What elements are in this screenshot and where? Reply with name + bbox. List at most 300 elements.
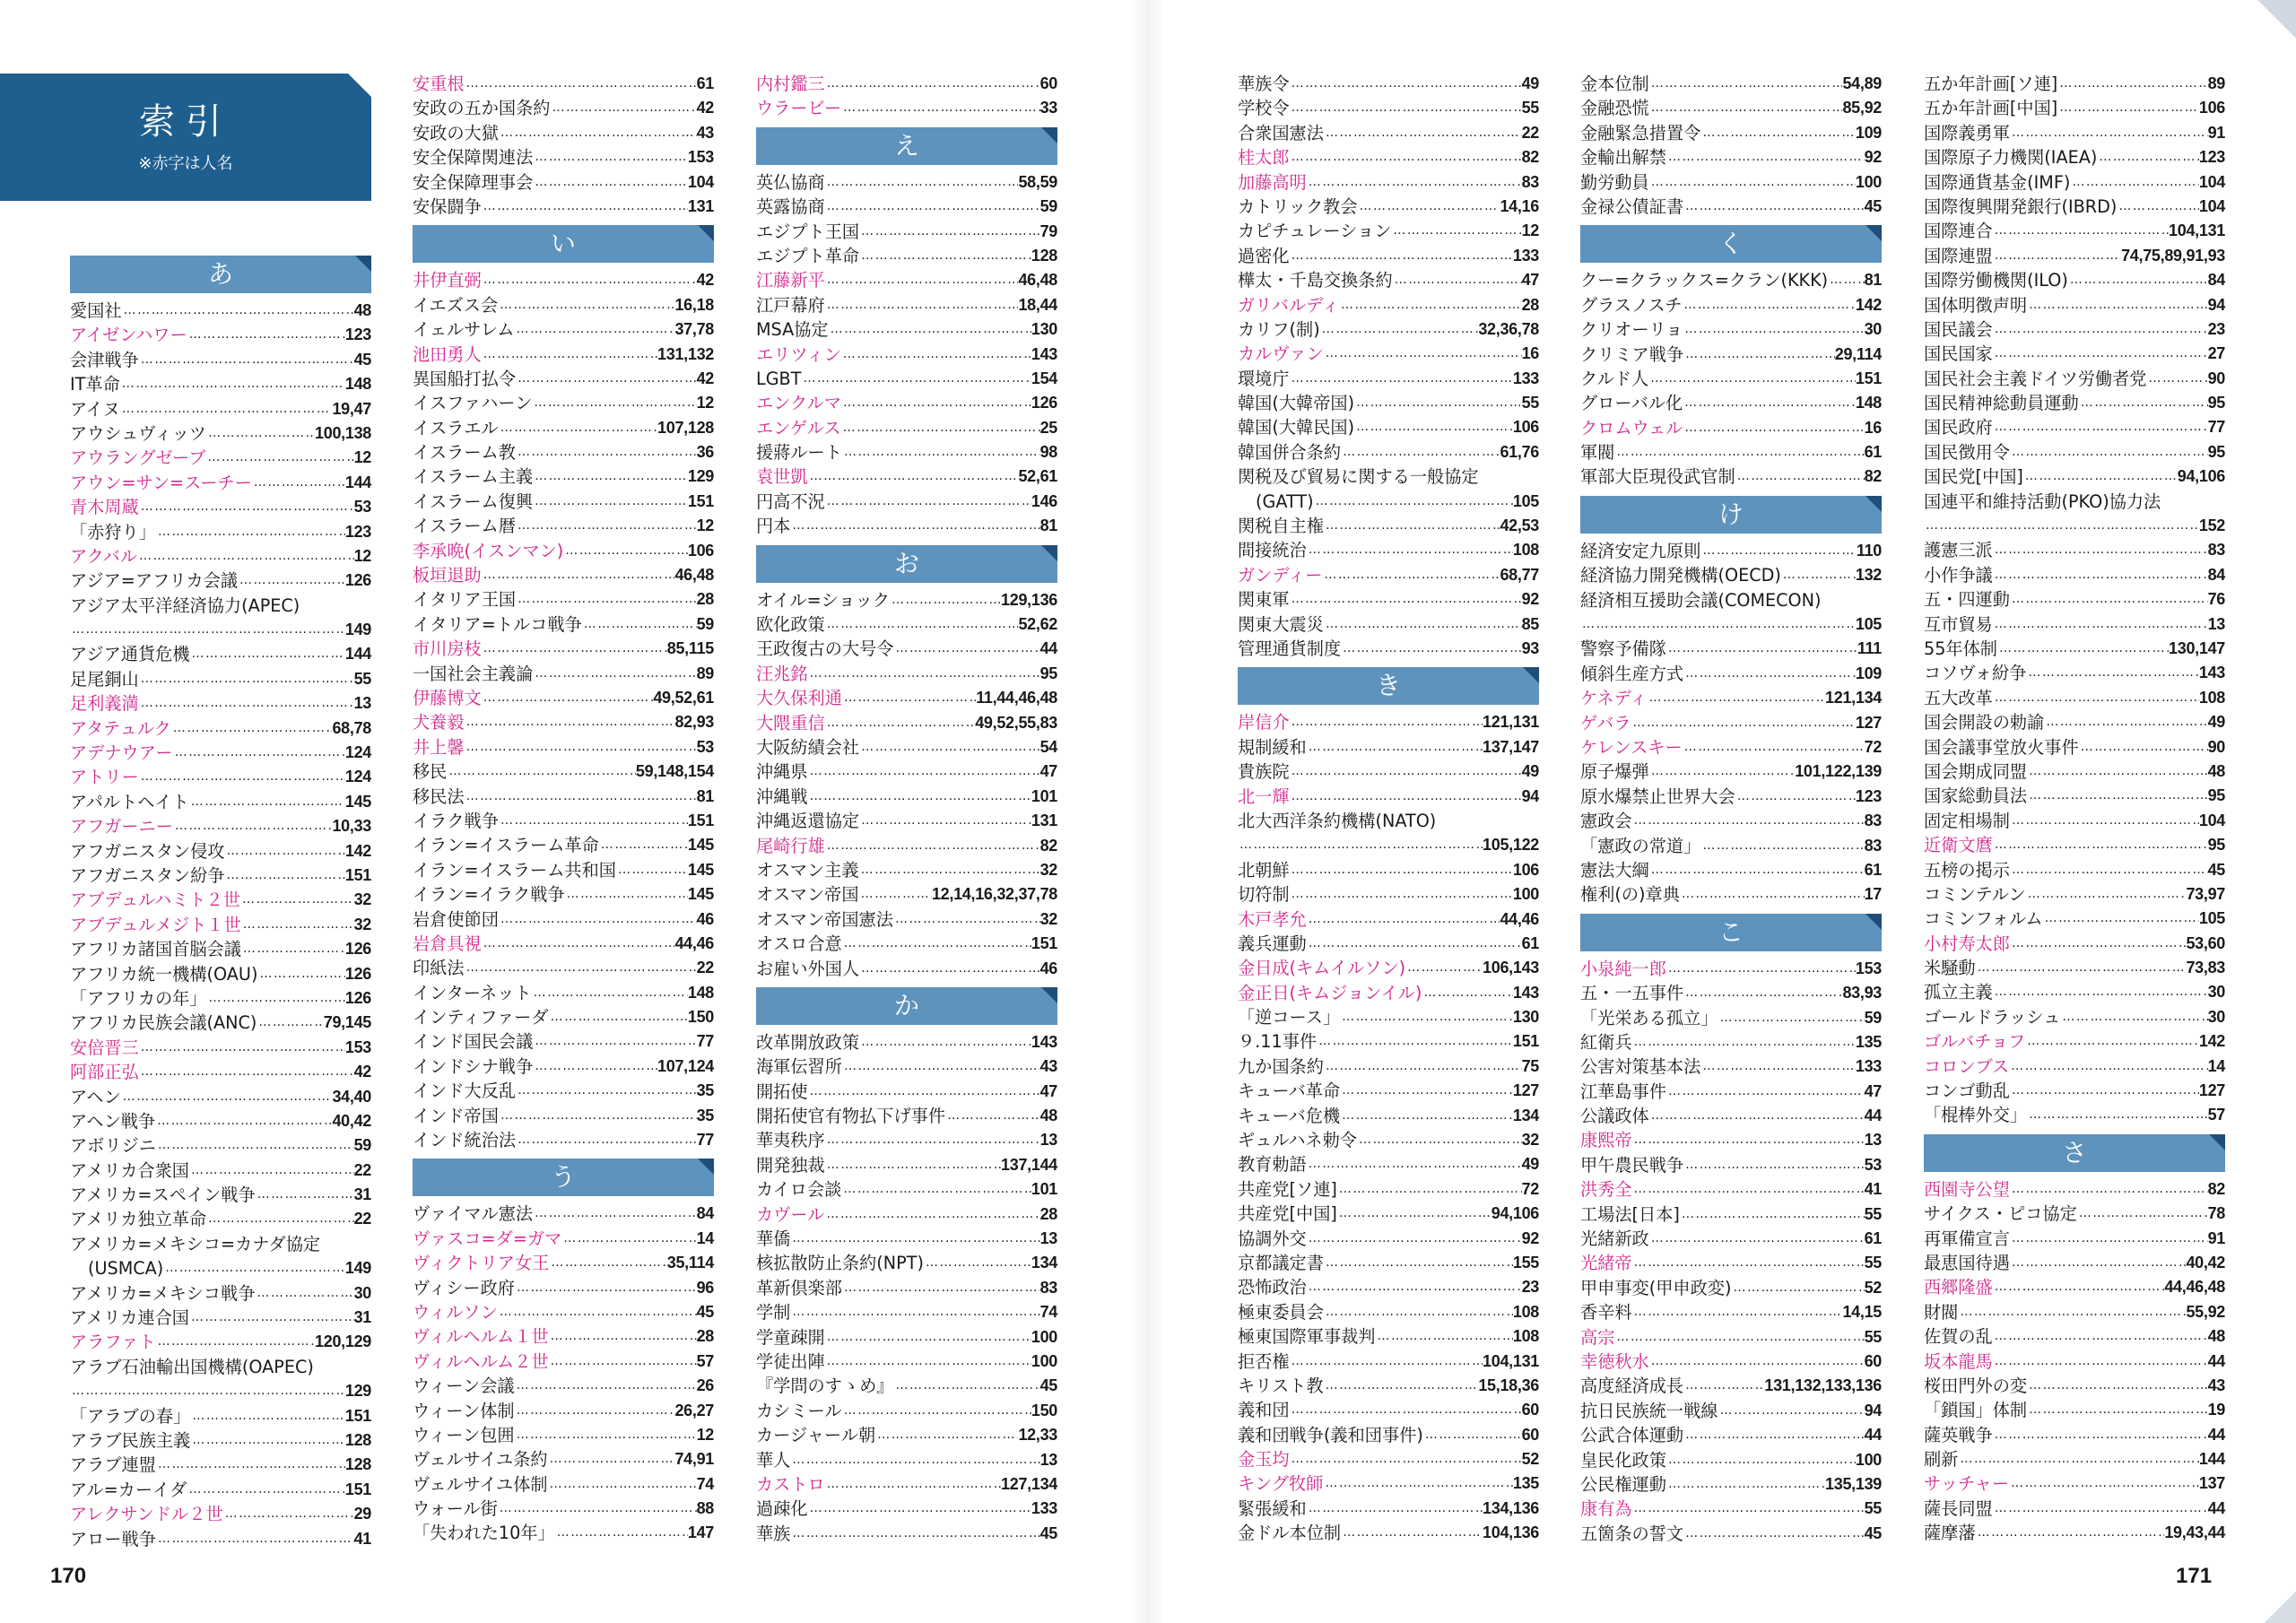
entry-pages: 137,147	[1483, 737, 1539, 756]
leader-dots	[241, 913, 354, 937]
leader-dots	[190, 1404, 345, 1428]
entry-pages: 73,83	[2186, 959, 2225, 977]
entry-term: アフガーニー	[70, 816, 173, 838]
leader-dots	[1339, 293, 1522, 317]
leader-dots	[2043, 907, 2199, 931]
entry-pages: 35,114	[666, 1254, 714, 1272]
index-column	[1924, 72, 2225, 1546]
index-entry	[756, 1128, 1057, 1152]
index-entry	[756, 1300, 1057, 1324]
leader-dots	[189, 1306, 354, 1330]
index-entry	[413, 1029, 714, 1054]
index-entry	[1924, 907, 2225, 931]
index-entry	[1924, 882, 2225, 907]
leader-dots	[1649, 72, 1843, 96]
index-entry	[1924, 563, 2225, 587]
entry-term: イスラーム主義	[413, 466, 534, 488]
entry-pages: 152	[2198, 516, 2225, 535]
leader-dots	[859, 735, 1039, 759]
leader-dots	[1307, 170, 1522, 195]
leader-dots	[533, 1202, 696, 1226]
entry-term: キリスト教	[1238, 1375, 1324, 1396]
leader-dots	[1718, 1399, 1865, 1423]
index-entry-person	[1924, 1275, 2225, 1299]
entry-pages: 155	[1512, 1253, 1539, 1271]
entry-pages: 100,138	[315, 423, 371, 442]
entry-pages: 30	[353, 1283, 371, 1302]
index-entry	[1580, 1276, 1882, 1300]
entry-term: アレクサンドル２世	[70, 1504, 223, 1525]
leader-dots	[859, 1030, 1031, 1055]
index-entry	[70, 986, 371, 1011]
entry-pages: 46	[1039, 959, 1057, 977]
entry-term: ヴィシー政府	[413, 1277, 515, 1298]
leader-dots	[156, 1453, 345, 1477]
entry-pages: 84	[2207, 565, 2225, 584]
index-entry-person	[1238, 907, 1539, 932]
index-entry	[1238, 391, 1539, 415]
index-entry	[1238, 1055, 1539, 1079]
leader-dots	[1340, 1104, 1513, 1128]
leader-dots	[163, 1256, 345, 1280]
index-entry	[1238, 1104, 1539, 1128]
entry-term: 安政の大獄	[413, 122, 499, 143]
entry-term: アイヌ	[70, 398, 120, 420]
entry-pages: 26,27	[674, 1401, 714, 1419]
index-entry-person	[70, 741, 371, 765]
index-entry-person	[1924, 1177, 2225, 1202]
entry-term: キング牧師	[1238, 1473, 1324, 1495]
leader-dots	[515, 1276, 697, 1300]
entry-pages: 105,122	[1483, 836, 1539, 855]
entry-term: 安全保障理事会	[413, 171, 534, 193]
leader-dots	[1993, 538, 2208, 562]
leader-dots	[1341, 1521, 1483, 1545]
leader-dots	[1666, 1472, 1825, 1497]
entry-term: カシミール	[756, 1400, 842, 1421]
index-entry-person	[1924, 1055, 2225, 1079]
entry-term: コロンブス	[1924, 1055, 2010, 1077]
index-entry-person	[70, 765, 371, 789]
entry-term: ウィーン包囲	[413, 1424, 515, 1445]
leader-dots	[859, 809, 1031, 833]
index-entry-person	[1580, 1177, 1882, 1202]
entry-pages: 77	[696, 1131, 714, 1150]
index-entry-person	[1238, 170, 1539, 195]
entry-term: クロムウェル	[1580, 417, 1683, 438]
entry-pages: 109	[1855, 664, 1882, 682]
index-entry	[413, 981, 714, 1005]
entry-term: 紅衛兵	[1580, 1031, 1632, 1053]
index-entry	[756, 367, 1057, 391]
entry-pages: 82	[2207, 1179, 2225, 1198]
entry-term: アフリカ民族会議(ANC)	[70, 1012, 257, 1034]
entry-term: 金本位制	[1580, 74, 1649, 94]
leader-dots	[515, 1374, 697, 1398]
index-entry	[1924, 759, 2225, 784]
entry-pages: 106	[687, 541, 714, 560]
leader-dots	[2027, 1103, 2207, 1127]
leader-dots	[206, 421, 315, 446]
entry-pages: 101	[1031, 1180, 1057, 1199]
entry-term: 抗日民族統一戦線	[1580, 1400, 1718, 1421]
entry-pages: 52	[1521, 1450, 1539, 1469]
entry-term: 改革開放政策	[756, 1031, 860, 1053]
entry-term: 内村鑑三	[756, 74, 825, 94]
entry-pages: 131,132	[657, 344, 714, 363]
entry-term: 公武合体運動	[1580, 1425, 1684, 1446]
index-entry	[1580, 343, 1882, 367]
index-entry	[1924, 268, 2225, 292]
entry-term: 国民国家	[1924, 343, 1993, 365]
entry-term: 「光栄ある孤立」	[1580, 1007, 1718, 1028]
entry-pages: 93	[1521, 638, 1539, 657]
entry-pages: 131	[1031, 812, 1057, 830]
entry-term: 安倍晋三	[70, 1037, 139, 1058]
entry-pages: 128	[344, 1430, 371, 1449]
entry-term: 再軍備宣言	[1924, 1228, 2010, 1249]
entry-pages: 53	[1864, 1155, 1882, 1174]
entry-pages: 120,129	[315, 1332, 371, 1351]
entry-term: 岸信介	[1238, 712, 1290, 733]
index-entry	[70, 1527, 371, 1551]
entry-term: 北一輝	[1238, 785, 1290, 807]
leader-dots	[790, 1227, 1039, 1251]
entry-pages: 12	[696, 394, 714, 412]
entry-pages: 53	[353, 498, 371, 516]
entry-pages: 151	[687, 811, 714, 829]
entry-term: 五榜の掲示	[1924, 859, 2010, 881]
entry-term: アジア=アフリカ会議	[70, 570, 239, 592]
index-entry-person	[70, 1036, 371, 1060]
index-entry	[413, 170, 714, 195]
index-entry	[1580, 1104, 1882, 1128]
index-entry	[1580, 367, 1882, 391]
leader-dots	[808, 1497, 1031, 1521]
entry-pages: 85	[1521, 614, 1539, 633]
index-entry	[413, 1005, 714, 1029]
leader-dots	[1993, 219, 2169, 243]
entry-term: 原子爆弾	[1580, 761, 1649, 783]
entry-term: 王政復古の大号令	[756, 638, 894, 660]
entry-term: 移民法	[413, 785, 465, 807]
leader-dots	[173, 741, 345, 765]
entry-pages: 89	[2207, 74, 2225, 92]
entry-term: お雇い外国人	[756, 958, 860, 979]
index-entry	[1580, 1202, 1882, 1227]
index-entry	[1238, 1275, 1539, 1299]
leader-dots	[1341, 637, 1521, 661]
index-entry-person	[1580, 1325, 1882, 1350]
index-entry-person	[1924, 1029, 2225, 1054]
entry-pages: 142	[1855, 295, 1882, 314]
index-entry	[1924, 686, 2225, 710]
entry-pages: 151	[1512, 1032, 1539, 1051]
entry-pages: 127	[1855, 713, 1882, 732]
entry-pages: 134	[1512, 1106, 1539, 1124]
index-entry-person	[1580, 416, 1882, 440]
index-entry-person	[1924, 1471, 2225, 1496]
entry-pages: 16	[1864, 418, 1882, 437]
leader-dots	[533, 464, 688, 489]
index-entry	[1238, 1202, 1539, 1226]
leader-dots	[825, 72, 1040, 96]
entry-pages: 13	[1039, 1131, 1057, 1150]
entry-pages: 135	[1855, 1032, 1882, 1051]
entry-pages: 151	[344, 865, 371, 884]
entry-pages: 16	[1521, 344, 1539, 363]
leader-dots	[1393, 268, 1522, 292]
entry-pages: 95	[2207, 786, 2225, 805]
entry-term: キューバ危機	[1238, 1105, 1341, 1126]
leader-dots	[1358, 195, 1500, 219]
leader-dots	[842, 1276, 1040, 1300]
entry-term: 薩摩藩	[1924, 1523, 1976, 1544]
index-entry	[1924, 1079, 2225, 1103]
entry-term: イスラーム復興	[413, 490, 534, 512]
entry-term: 五か年計画[ソ連]	[1924, 74, 2058, 94]
leader-dots	[190, 1428, 345, 1453]
entry-pages: 13	[1864, 1131, 1882, 1150]
leader-dots	[1683, 343, 1835, 367]
entry-pages: 48	[353, 301, 371, 319]
index-column	[1238, 72, 1539, 1546]
entry-pages: 61	[1864, 1229, 1882, 1248]
index-entry	[1238, 759, 1539, 784]
entry-term: アル=カーイダ	[70, 1479, 187, 1500]
index-entry	[1580, 268, 1882, 292]
entry-term: ウィーン体制	[413, 1400, 515, 1421]
entry-pages: 104,131	[1483, 1351, 1539, 1370]
index-entry	[756, 1325, 1057, 1350]
index-entry	[1924, 587, 2225, 612]
entry-term: ヴェルサイユ条約	[413, 1449, 548, 1471]
leader-dots	[1391, 219, 1521, 243]
entry-pages: 94,106	[2177, 467, 2225, 486]
entry-pages: 79	[1039, 221, 1057, 240]
entry-pages: 143	[1031, 1032, 1057, 1051]
entry-term: 印紙法	[413, 958, 465, 979]
leader-dots	[825, 1153, 1001, 1177]
index-entry	[70, 1232, 371, 1256]
leader-dots	[1700, 834, 1864, 858]
index-entry	[1238, 268, 1539, 292]
entry-term: 金日成(キムイルソン)	[1238, 958, 1406, 979]
index-entry	[413, 440, 714, 464]
entry-pages: 32	[1039, 909, 1057, 928]
entry-term: 皇民化政策	[1580, 1449, 1666, 1471]
index-entry	[1238, 1497, 1539, 1521]
entry-term: 華僑	[756, 1228, 791, 1250]
entry-term: カリフ(制)	[1238, 318, 1320, 340]
index-entry	[413, 1472, 714, 1497]
index-entry-person	[1238, 145, 1539, 169]
entry-term: 伊藤博文	[413, 687, 482, 708]
entry-term: エジプト王国	[756, 221, 860, 242]
entry-pages: 57	[696, 1351, 714, 1370]
entry-pages: 35	[696, 1081, 714, 1100]
leader-dots	[1632, 809, 1865, 833]
entry-pages: 10,33	[332, 817, 371, 836]
leader-dots	[1323, 1471, 1512, 1496]
entry-pages: 57	[2207, 1106, 2225, 1124]
entry-term: 薩英戦争	[1924, 1424, 1993, 1445]
leader-dots	[1307, 1152, 1522, 1176]
entry-term: 高宗	[1580, 1326, 1615, 1348]
index-entry-person	[413, 1251, 714, 1275]
index-entry	[1238, 440, 1539, 464]
entry-term: 甲午農民戦争	[1580, 1154, 1684, 1176]
leader-dots	[2026, 661, 2199, 685]
entry-term: ゲバラ	[1580, 712, 1631, 733]
index-entry	[756, 293, 1057, 317]
leader-dots	[156, 1133, 354, 1158]
leader-dots	[1649, 759, 1795, 784]
leader-dots	[465, 72, 697, 96]
index-entry-person	[70, 716, 371, 741]
entry-term: 康熙帝	[1580, 1130, 1632, 1151]
index-entry	[1924, 293, 2225, 317]
index-entry	[1580, 858, 1882, 882]
index-entry	[756, 1177, 1057, 1202]
leader-dots	[825, 1128, 1040, 1152]
index-entry-person	[756, 1202, 1057, 1227]
entry-term: 青木周蔵	[70, 497, 139, 518]
leader-dots	[139, 1060, 354, 1084]
entry-pages: 34,40	[332, 1087, 371, 1106]
index-entry	[756, 1374, 1057, 1398]
index-entry-person	[70, 691, 371, 716]
entry-term: アトリー	[70, 767, 139, 788]
entry-term: 北大西洋条約機構(NATO)	[1238, 810, 1437, 831]
index-entry	[1924, 490, 2225, 514]
index-entry	[756, 637, 1057, 661]
entry-term: 公議政体	[1580, 1106, 1649, 1127]
entry-term: 「失われた10年」	[413, 1523, 555, 1544]
entry-pages: 55	[1864, 1204, 1882, 1223]
index-entry	[70, 839, 371, 864]
leader-dots	[1666, 1448, 1856, 1472]
index-entry	[413, 1276, 714, 1300]
entry-pages: 26	[696, 1376, 714, 1395]
index-entry	[413, 785, 714, 809]
index-entry-person	[1580, 711, 1882, 735]
entry-pages: 94	[1521, 786, 1539, 805]
leader-dots	[1649, 858, 1865, 882]
index-entry-person	[70, 1502, 371, 1526]
index-entry	[1580, 759, 1882, 784]
index-entry	[756, 735, 1057, 759]
leader-dots	[1632, 1497, 1865, 1521]
leader-dots	[859, 882, 932, 907]
entry-term: オスマン主義	[756, 859, 859, 881]
entry-term: 貴族院	[1238, 761, 1290, 783]
index-entry	[1924, 121, 2225, 145]
entry-term: 李承晩(イスンマン)	[413, 540, 564, 561]
entry-term: コンゴ動乱	[1924, 1081, 2010, 1102]
entry-term: 国民社会主義ドイツ労働者党	[1924, 368, 2147, 389]
entry-pages: 154	[1031, 369, 1057, 387]
index-entry	[1580, 96, 1882, 120]
leader-dots	[2027, 784, 2207, 808]
entry-pages: 76	[2207, 590, 2225, 609]
index-entry	[1580, 1006, 1882, 1030]
leader-dots	[841, 343, 1031, 367]
entry-term: 最恵国待遇	[1924, 1252, 2010, 1273]
leader-dots	[1340, 1005, 1513, 1029]
leader-dots	[1290, 785, 1522, 809]
index-entry	[1238, 612, 1539, 637]
entry-pages: 13	[1039, 1450, 1057, 1469]
leader-dots	[808, 785, 1031, 809]
leader-dots	[1376, 1324, 1513, 1349]
index-entry-person	[756, 416, 1057, 440]
index-entry	[1924, 72, 2225, 96]
entry-pages: 22	[353, 1160, 371, 1179]
entry-term: 工場法[日本]	[1580, 1203, 1680, 1225]
entry-pages: 85,115	[666, 639, 714, 658]
entry-term: 桜田門外の変	[1924, 1375, 2028, 1396]
index-entry	[1238, 1079, 1539, 1103]
entry-pages: 92	[1864, 148, 1882, 167]
index-entry	[756, 1227, 1057, 1251]
entry-term: 光緒新政	[1580, 1228, 1649, 1250]
leader-dots	[122, 299, 354, 323]
entry-pages: 135	[1512, 1474, 1539, 1493]
index-entry-person	[1238, 981, 1539, 1005]
leader-dots	[894, 637, 1040, 661]
index-entry	[1924, 342, 2225, 366]
index-entry	[1924, 219, 2225, 243]
index-entry-person	[413, 686, 714, 710]
index-entry	[70, 1159, 371, 1183]
entry-term: インティファーダ	[413, 1007, 549, 1028]
entry-pages: 13	[2207, 614, 2225, 633]
index-entry	[1238, 514, 1539, 538]
entry-pages: 12	[696, 1425, 714, 1444]
entry-term: コミンフォルム	[1924, 908, 2043, 930]
entry-pages: 83	[1521, 172, 1539, 191]
entry-pages: 42	[696, 369, 714, 387]
leader-dots	[549, 1005, 688, 1029]
entry-term: グラスノスチ	[1580, 294, 1683, 316]
entry-pages: 19	[2207, 1401, 2225, 1419]
entry-term: アメリカ合衆国	[70, 1159, 189, 1181]
entry-pages: 11,44,46,48	[976, 689, 1057, 707]
entry-term: クリミア戦争	[1580, 343, 1684, 365]
entry-term: 幸徳秋水	[1580, 1350, 1649, 1372]
entry-pages: 126	[344, 940, 371, 959]
entry-term: アブデュルハミト２世	[70, 890, 240, 911]
entry-term: ヴェルサイユ体制	[413, 1473, 548, 1495]
leader-dots	[841, 96, 1039, 120]
entry-term: 小作争議	[1924, 564, 1993, 586]
entry-term: イェルサレム	[413, 319, 515, 341]
index-entry	[70, 1379, 371, 1403]
leader-dots	[1993, 833, 2208, 857]
leader-dots	[2097, 145, 2199, 169]
entry-term: 九か国条約	[1238, 1055, 1324, 1077]
index-entry	[756, 1055, 1057, 1079]
index-entry	[1238, 195, 1539, 219]
entry-term: 国民精神総動員運動	[1924, 393, 2079, 414]
entry-term: 大久保利通	[756, 688, 842, 709]
index-entry	[413, 367, 714, 391]
index-entry-person	[70, 913, 371, 937]
leader-dots	[2068, 268, 2208, 292]
entry-term: イスラーム暦	[413, 516, 516, 537]
index-entry-person	[70, 888, 371, 912]
